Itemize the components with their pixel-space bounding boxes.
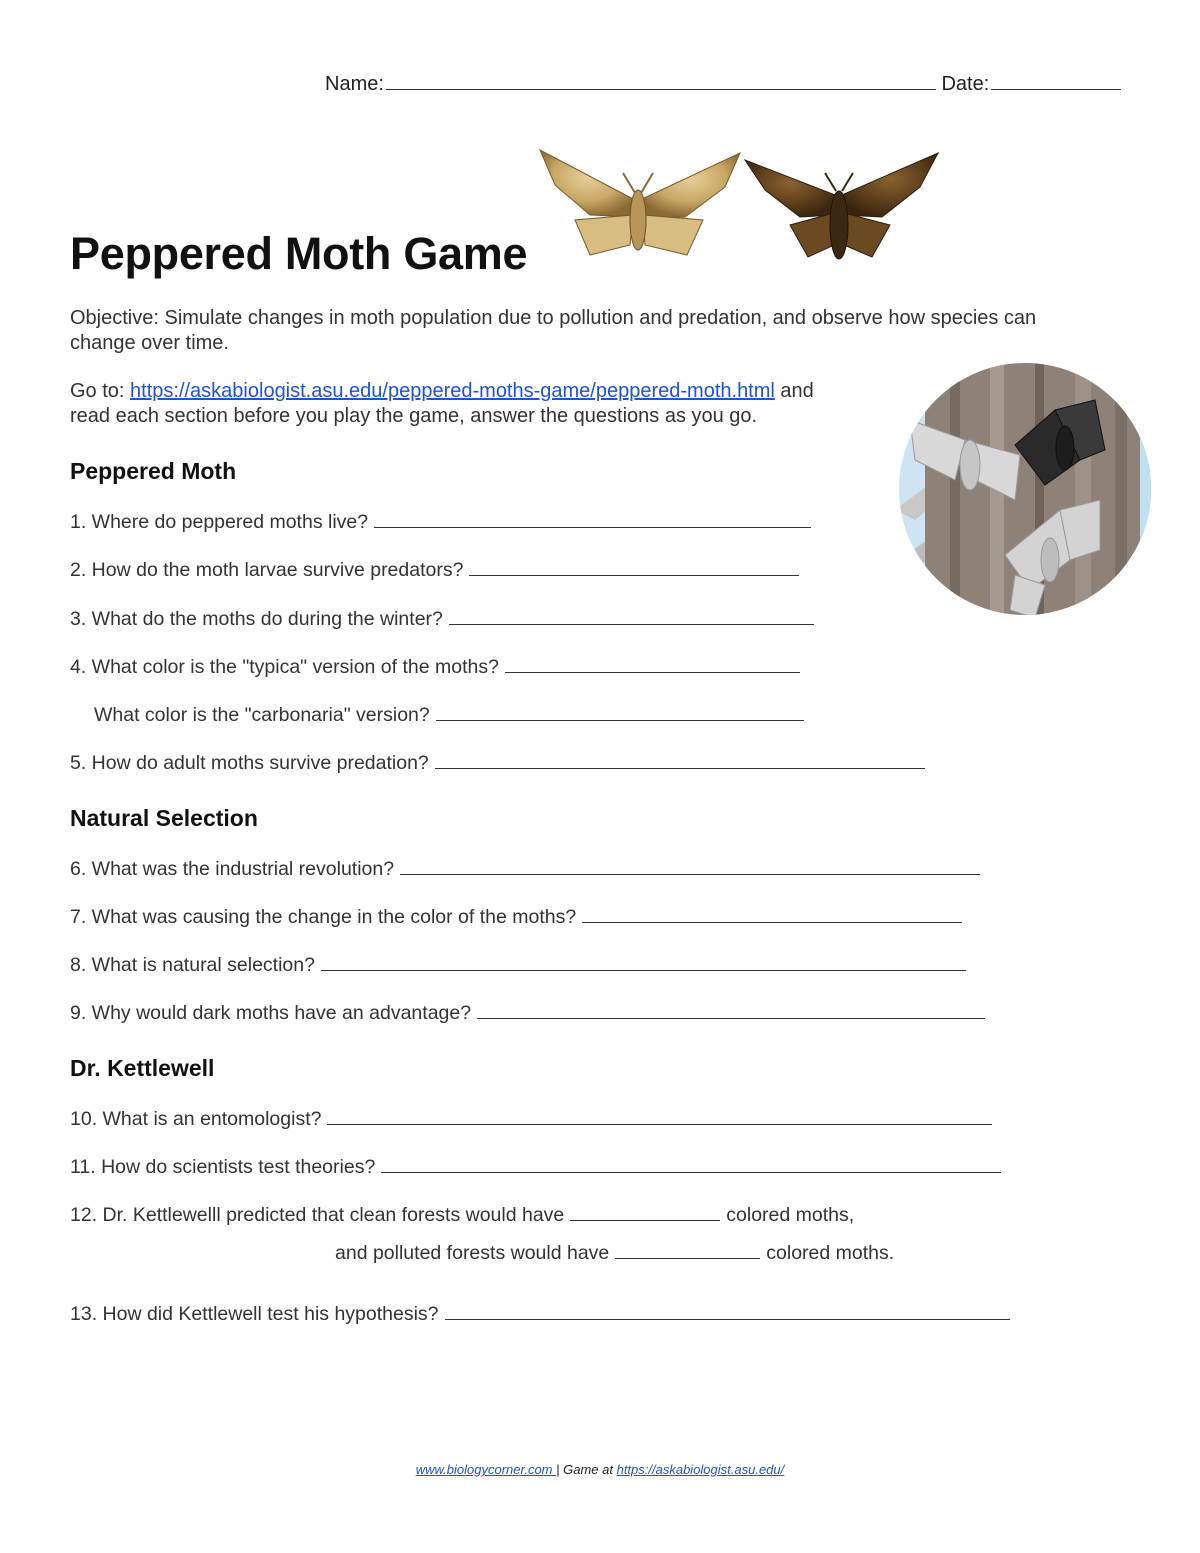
question-3 xyxy=(70,607,814,631)
answer-blank-13[interactable] xyxy=(445,1302,1010,1320)
light-moth-icon xyxy=(540,150,740,255)
question-12b-text: and polluted forests would have xyxy=(335,1242,610,1264)
question-9-text: 9. Why would dark moths have an advantage? xyxy=(70,1002,472,1024)
name-date-line xyxy=(325,72,1121,96)
question-4b xyxy=(94,703,804,727)
goto-line xyxy=(70,379,814,404)
name-blank[interactable] xyxy=(386,72,936,90)
answer-blank-1[interactable] xyxy=(374,510,811,528)
answer-blank-8[interactable] xyxy=(321,953,966,971)
goto-line-2: read each section before you play the game, answer the questions as you go. xyxy=(70,405,758,427)
moth-photos-image xyxy=(535,145,940,275)
tree-moths-illustration xyxy=(895,360,1155,618)
answer-blank-4[interactable] xyxy=(505,655,800,673)
question-10-text: 10. What is an entomologist? xyxy=(70,1108,322,1130)
answer-blank-12b[interactable] xyxy=(615,1241,760,1259)
question-4-text: 4. What color is the "typica" version of the moths? xyxy=(70,656,499,678)
goto-suffix: and xyxy=(774,380,814,402)
goto-prefix: Go to: xyxy=(70,380,131,402)
question-10 xyxy=(70,1107,992,1131)
question-11-text: 11. How do scientists test theories? xyxy=(70,1156,376,1178)
question-12a-text: 12. Dr. Kettlewelll predicted that clean forests would have xyxy=(70,1204,565,1226)
answer-blank-7[interactable] xyxy=(582,905,962,923)
footer-separator: | Game at xyxy=(556,1462,617,1477)
question-4 xyxy=(70,655,800,679)
question-1 xyxy=(70,510,811,534)
question-5 xyxy=(70,751,925,775)
question-6 xyxy=(70,857,980,881)
question-12a xyxy=(70,1203,854,1227)
footer-site-link[interactable]: www.biologycorner.com xyxy=(415,1462,557,1477)
footer-game-link[interactable]: https://askabiologist.asu.edu/ xyxy=(616,1462,785,1477)
section-heading-peppered-moth: Peppered Moth xyxy=(70,458,237,484)
question-8-text: 8. What is natural selection? xyxy=(70,954,315,976)
question-13-text: 13. How did Kettlewell test his hypothesis? xyxy=(70,1303,439,1325)
answer-blank-2[interactable] xyxy=(469,558,799,576)
answer-blank-9[interactable] xyxy=(477,1001,985,1019)
question-5-text: 5. How do adult moths survive predation? xyxy=(70,752,429,774)
question-12b-end: colored moths. xyxy=(766,1242,895,1264)
question-1-text: 1. Where do peppered moths live? xyxy=(70,511,369,533)
page-title: Peppered Moth Game xyxy=(70,228,528,279)
answer-blank-11[interactable] xyxy=(381,1155,1001,1173)
page-footer xyxy=(0,1462,1200,1477)
game-link[interactable]: https://askabiologist.asu.edu/peppered-moths-game/peppered-moth.html xyxy=(130,380,775,402)
date-blank[interactable] xyxy=(991,72,1121,90)
question-12a-end: colored moths, xyxy=(726,1204,855,1226)
question-7-text: 7. What was causing the change in the color of the moths? xyxy=(70,906,577,928)
answer-blank-10[interactable] xyxy=(327,1107,992,1125)
question-3-text: 3. What do the moths do during the winter? xyxy=(70,608,443,630)
section-heading-natural-selection: Natural Selection xyxy=(70,805,258,831)
question-9 xyxy=(70,1001,985,1025)
objective-line-1: Objective: Simulate changes in moth population due to pollution and predation, and observe how species can xyxy=(70,307,1037,329)
name-label: Name: xyxy=(325,73,384,95)
answer-blank-12a[interactable] xyxy=(570,1203,720,1221)
section-heading-kettlewell: Dr. Kettlewell xyxy=(70,1055,215,1081)
question-8 xyxy=(70,953,966,977)
date-label: Date: xyxy=(941,73,990,95)
objective-line-2: change over time. xyxy=(70,332,229,354)
question-7 xyxy=(70,905,962,929)
question-2-text: 2. How do the moth larvae survive predators? xyxy=(70,559,464,581)
dark-moth-icon xyxy=(745,153,938,259)
answer-blank-5[interactable] xyxy=(435,751,925,769)
answer-blank-6[interactable] xyxy=(400,857,980,875)
question-6-text: 6. What was the industrial revolution? xyxy=(70,858,395,880)
question-2 xyxy=(70,558,799,582)
question-11 xyxy=(70,1155,1001,1179)
answer-blank-3[interactable] xyxy=(449,607,814,625)
question-4b-text: What color is the "carbonaria" version? xyxy=(94,704,430,726)
question-12b xyxy=(335,1241,894,1265)
answer-blank-4b[interactable] xyxy=(436,703,804,721)
question-13 xyxy=(70,1302,1010,1326)
